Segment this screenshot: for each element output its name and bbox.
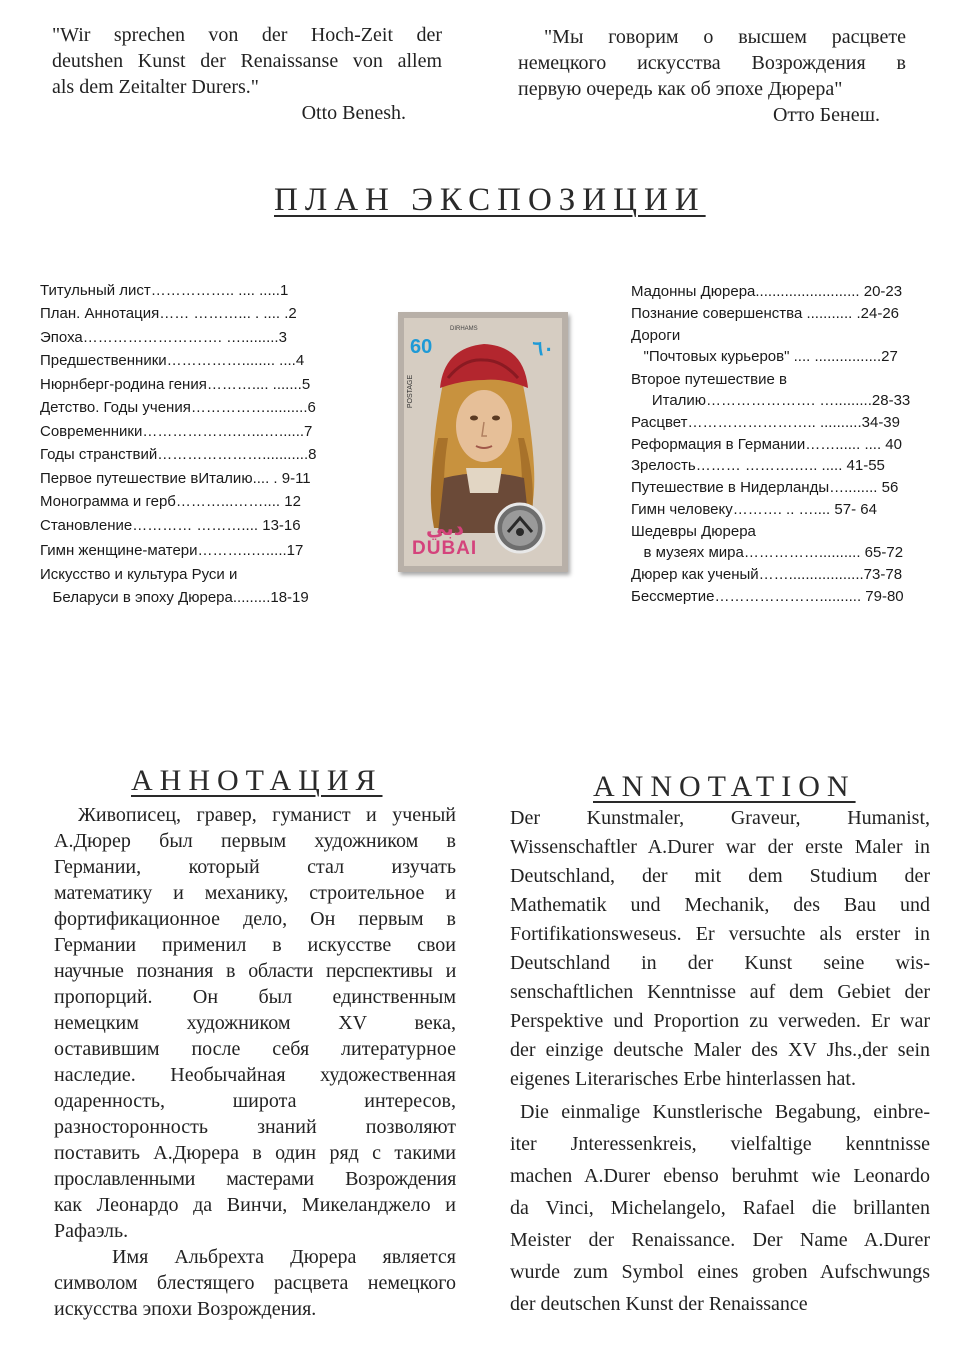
text-line: Германии применил в искусстве свои [54,934,456,956]
toc-item: Монограмма и герб………...…….... 12 [40,493,301,510]
text-line: прославленными мастерами Возрождения [54,1168,456,1190]
epigraph-ru-author: Отто Бенеш. [772,104,880,126]
text-line: Deutschland, der mit dem Studium der [510,865,930,887]
text-line: Живописец, гравер, гуманист и ученый [78,804,456,826]
epigraph-ru-line: первую очередь как об эпохе Дюрера" [518,78,843,100]
toc-item: Второе путешествие в [631,371,787,388]
text-line: Deutschland in der Kunst seine wis- [510,952,930,974]
toc-item: Нюрнберг-родина гения……….... .......5 [40,376,311,393]
toc-item: Зрелость……… ……….….. ..... 41-55 [631,457,885,474]
toc-item: в музеях мира…………….......... 65-72 [631,544,904,561]
toc-item: Гимн женщине-матери………..….....17 [40,542,304,559]
toc-item: Эпоха………………………. ….........3 [40,329,287,346]
text-line: Wissenschaftler A.Durer war der erste Maler in [510,836,930,858]
text-line: наследие. Необычайная художественная [54,1064,456,1086]
text-line: разносторонность знаний позволяют [54,1116,456,1138]
toc-item: Познание совершенства ........... .24-26 [631,305,900,322]
plan-title: ПЛАН ЭКСПОЗИЦИИ [274,182,706,218]
stamp-face [404,318,562,566]
text-line: eigenes Literarisches Erbe hinterlassen hat. [510,1068,856,1090]
epigraph-ru-line: "Мы говорим о высшем расцвете [544,26,906,48]
text-line: iter Jnteressenkreis, vielfaltige kenntnisse [510,1133,930,1155]
text-line: как Леонардо да Винчи, Микеланджело и [54,1194,456,1216]
toc-item: Искусство и культура Руси и [40,566,238,583]
text-line: Perspektive und Proportion zu verweden. Er war [510,1010,930,1032]
toc-item: Годы странствий…………………...........8 [40,446,317,463]
text-line: поставить А.Дюрера в один ряд с такими [54,1142,456,1164]
text-line: Mathematik und Mechanik, des Bau und [510,894,930,916]
epigraph-de-author: Otto Benesh. [301,102,406,124]
toc-item: Дороги [631,327,681,344]
durer-stamp [398,312,568,572]
text-line: одаренность, широта интересов, [54,1090,456,1112]
text-line: оставившим после себя литературное [54,1038,456,1060]
annotation-de-title: ANNOTATION [593,770,856,803]
toc-item: Беларуси в эпоху Дюрера.........18-19 [40,589,309,606]
annotation-ru-body [54,802,456,1322]
toc-item: Шедевры Дюрера [631,523,756,540]
epigraph-de-line: deutshen Kunst der Renaissanse von allem [52,50,442,72]
text-line: da Vinci, Michelangelo, Rafael die brillanten [510,1197,930,1219]
stamp-value-arabic: ٦٠ [532,338,554,360]
text-line: der deutschen Kunst der Renaissance [510,1293,808,1315]
annotation-de-body [510,804,930,1319]
toc-item: Гимн человеку………. .. ….... 57- 64 [631,501,877,518]
toc-item: Предшественники……………........ ....4 [40,352,305,369]
text-line: Германии, который стал изучать [54,856,456,878]
toc-item: Реформация в Германии……...... .... 40 [631,436,902,453]
text-line: Fortifikationsweseus. Er versuchte als erster in [510,923,930,945]
epigraph-de-line: als dem Zeitalter Durers." [52,76,259,98]
epigraph-de-line: "Wir sprechen von der Hoch-Zeit der [52,24,442,46]
text-line: фортификационное дело, Он первым в [54,908,456,930]
toc-item: Становление………… ……….... 13-16 [40,517,301,534]
stamp-value: 60 [410,336,433,358]
text-line: machen A.Durer ebenso beruhmt wie Leonardo [510,1165,930,1187]
text-line: немецким художником XV века, [54,1012,456,1034]
toc-item: Современники……………….…...…......7 [40,423,313,440]
toc-item: Мадонны Дюрера......................... 20-23 [631,283,903,300]
toc-item: Дюрер как ученый……..................73-78 [631,566,903,583]
toc-item: Расцвет…………………….. ..........34-39 [631,414,900,431]
toc-item: План. Аннотация…… ………... . .... .2 [40,305,297,322]
text-line: А.Дюрер был первым художником в [54,830,456,852]
stamp-postage-label: POSTAGE [407,374,415,409]
text-line: пропорций. Он был единственным [54,986,456,1008]
text-line: der einzige deutsche Maler des XV Jhs.,der sein [510,1039,930,1061]
stamp-currency: DIRHAMS [450,326,478,332]
epigraph-german [52,22,442,100]
toc-item: Путешествие в Нидерланды…........ 56 [631,479,899,496]
text-line: wurde zum Symbol eines groben Aufschwungs [510,1261,930,1283]
toc-item: Первое путешествие вИталию.... . 9-11 [40,470,311,487]
annotation-ru-title: АННОТАЦИЯ [131,764,383,797]
epigraph-russian [518,24,906,102]
toc-item: "Почтовых курьеров" .... ................27 [631,348,898,365]
toc-item: Италию…………………. ….........28-33 [631,392,911,409]
text-line: senschaftlichen Kenntnisse auf dem Gebiet der [510,981,930,1003]
text-line: искусства эпохи Возрождения. [54,1298,317,1320]
stamp-country: DUBAI [412,538,478,559]
text-line: научные познания в области перспективы и [54,960,456,982]
text-line: Рафаэль. [54,1220,129,1242]
text-line: Meister der Renaissance. Der Name A.Durer [510,1229,930,1251]
text-line: математику и механику, строительное и [54,882,456,904]
stamp-country-arabic: دبي [426,516,465,540]
epigraph-ru-line: немецкого искусства Возрождения в [518,52,906,74]
text-line: Der Kunstmaler, Graveur, Humanist, [510,807,930,829]
toc-item: Бессмертие………………….......... 79-80 [631,588,904,605]
text-line: символом блестящего расцвета немецкого [54,1272,456,1294]
text-line: Die einmalige Kunstlerische Begabung, einbre- [520,1101,930,1123]
toc-item: Детство. Годы учения……………..........6 [40,399,316,416]
toc-item: Титульный лист…………….. .... .....1 [40,282,289,299]
text-line: Имя Альбрехта Дюрера является [112,1246,456,1268]
